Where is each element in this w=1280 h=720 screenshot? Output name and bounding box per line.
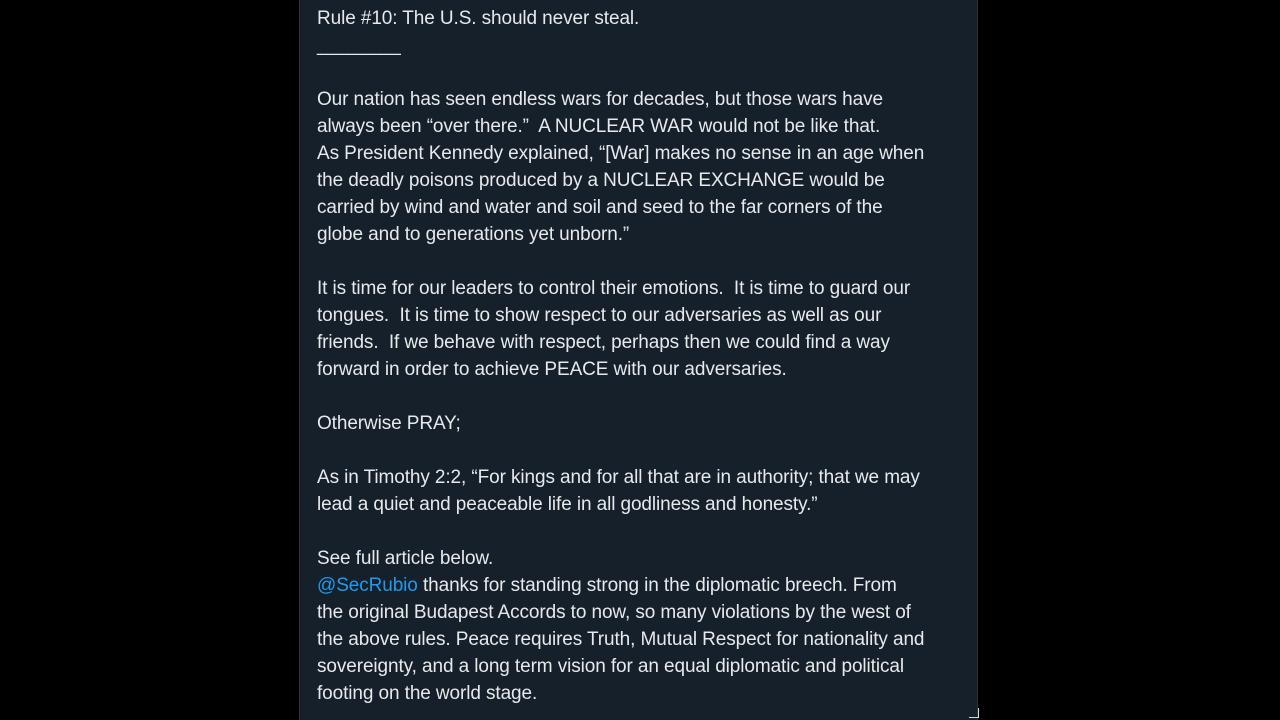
paragraph-line: Otherwise PRAY; xyxy=(317,413,461,434)
post-panel xyxy=(299,0,978,720)
paragraph-line: the deadly poisons produced by a NUCLEAR EXCHANGE would be xyxy=(317,170,885,191)
paragraph-line: tongues. It is time to show respect to our adversaries as well as our xyxy=(317,305,882,326)
paragraph-line: lead a quiet and peaceable life in all godliness and honesty.” xyxy=(317,494,818,515)
paragraph-line: As President Kennedy explained, “[War] makes no sense in an age when xyxy=(317,143,925,164)
mention-line xyxy=(317,572,967,599)
paragraph-line: the above rules. Peace requires Truth, Mutual Respect for nationality and xyxy=(317,629,925,650)
paragraph-line: Our nation has seen endless wars for decades, but those wars have xyxy=(317,89,883,110)
paragraph-line: It is time for our leaders to control their emotions. It is time to guard our xyxy=(317,278,911,299)
mention-line-text: thanks for standing strong in the diplomatic breech. From xyxy=(417,575,897,596)
blank-line xyxy=(317,437,967,464)
paragraph-line: As in Timothy 2:2, “For kings and for all that are in authority; that we may xyxy=(317,467,920,488)
paragraph-line: footing on the world stage. xyxy=(317,683,538,704)
paragraph-line: See full article below. xyxy=(317,548,494,569)
rule-title: Rule #10: The U.S. should never steal. xyxy=(317,8,640,29)
blank-line xyxy=(317,518,967,545)
separator-line: ________ xyxy=(317,35,401,56)
paragraph-line: globe and to generations yet unborn.” xyxy=(317,224,630,245)
resize-handle-icon xyxy=(969,708,979,718)
blank-line xyxy=(317,59,967,86)
paragraph-line: forward in order to achieve PEACE with our adversaries. xyxy=(317,359,787,380)
blank-line xyxy=(317,248,967,275)
post-text xyxy=(317,5,967,707)
paragraph-line: sovereignty, and a long term vision for an equal diplomatic and political xyxy=(317,656,904,677)
blank-line xyxy=(317,383,967,410)
mention-link[interactable]: @SecRubio xyxy=(317,575,418,596)
paragraph-line: carried by wind and water and soil and seed to the far corners of the xyxy=(317,197,883,218)
paragraph-line: always been “over there.” A NUCLEAR WAR would not be like that. xyxy=(317,116,881,137)
paragraph-line: friends. If we behave with respect, perhaps then we could find a way xyxy=(317,332,890,353)
paragraph-line: the original Budapest Accords to now, so many violations by the west of xyxy=(317,602,911,623)
